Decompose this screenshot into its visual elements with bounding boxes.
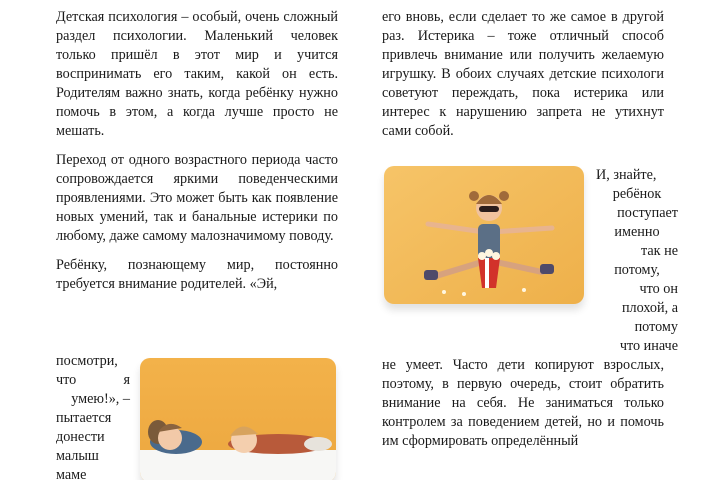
narrow-line: умею!», – <box>71 391 130 407</box>
two-children-photo <box>140 358 336 480</box>
narrow-line: посмотри, <box>56 353 118 369</box>
narrow-line: именно <box>614 224 660 240</box>
left-paragraph-3: Ребёнку, познающему мир, постоянно требуется внимание родителей. «Эй, <box>56 257 338 292</box>
right-column <box>382 8 664 151</box>
right-paragraph-2: не умеет. Часто дети копируют взрослых, поэтому, в первую очередь, стоит обратить внимание на себя. Не заниматься только контролем за поведением детей, но и помочь им сформировать определённый <box>382 357 664 449</box>
narrow-line: что я <box>56 372 130 388</box>
left-column <box>56 8 338 294</box>
girl-popcorn-photo <box>384 166 584 304</box>
left-narrow-text <box>56 352 130 480</box>
narrow-line: что иначе <box>619 338 678 354</box>
narrow-line: плохой, а <box>621 300 678 316</box>
right-paragraph-1: его вновь, если сделает то же самое в другой раз. Истерика – тоже отличный способ привлечь внимание или получить желаемую игрушку. В обоих случаях детские психологи советуют переждать, пока истерика или интерес к нарушению запрета не утихнут сами собой. <box>382 9 664 139</box>
girl-popcorn-illustration <box>384 166 584 304</box>
two-children-illustration <box>140 358 336 480</box>
narrow-line: что он <box>639 281 678 297</box>
narrow-line: И, знайте, <box>596 167 657 183</box>
narrow-line: поступает <box>617 205 678 221</box>
narrow-line: пытается <box>56 410 112 426</box>
narrow-line: донести <box>56 429 105 445</box>
narrow-line: малыш <box>56 448 99 464</box>
narrow-line: потому, <box>614 262 660 278</box>
right-narrow-text <box>596 166 678 356</box>
left-paragraph-1: Детская психология – особый, очень сложный раздел психологии. Маленький человек только пришёл в этот мир и учится воспринимать его таким, какой он есть. Родителям важно знать, когда ребёнку нужно помочь в этом, а когда лучше просто не мешать. <box>56 9 338 139</box>
narrow-line: маме <box>56 467 87 480</box>
right-column-continued <box>382 356 664 461</box>
left-paragraph-2: Переход от одного возрастного периода часто сопровождается яркими поведенческими проявлениями. Это может быть как появление новых умений, так и банальные истерики по любому, даже самому малозначимому поводу. <box>56 152 338 244</box>
narrow-line: потому <box>634 319 678 335</box>
narrow-line: ребёнок <box>612 186 662 202</box>
narrow-line: так не <box>641 243 678 259</box>
